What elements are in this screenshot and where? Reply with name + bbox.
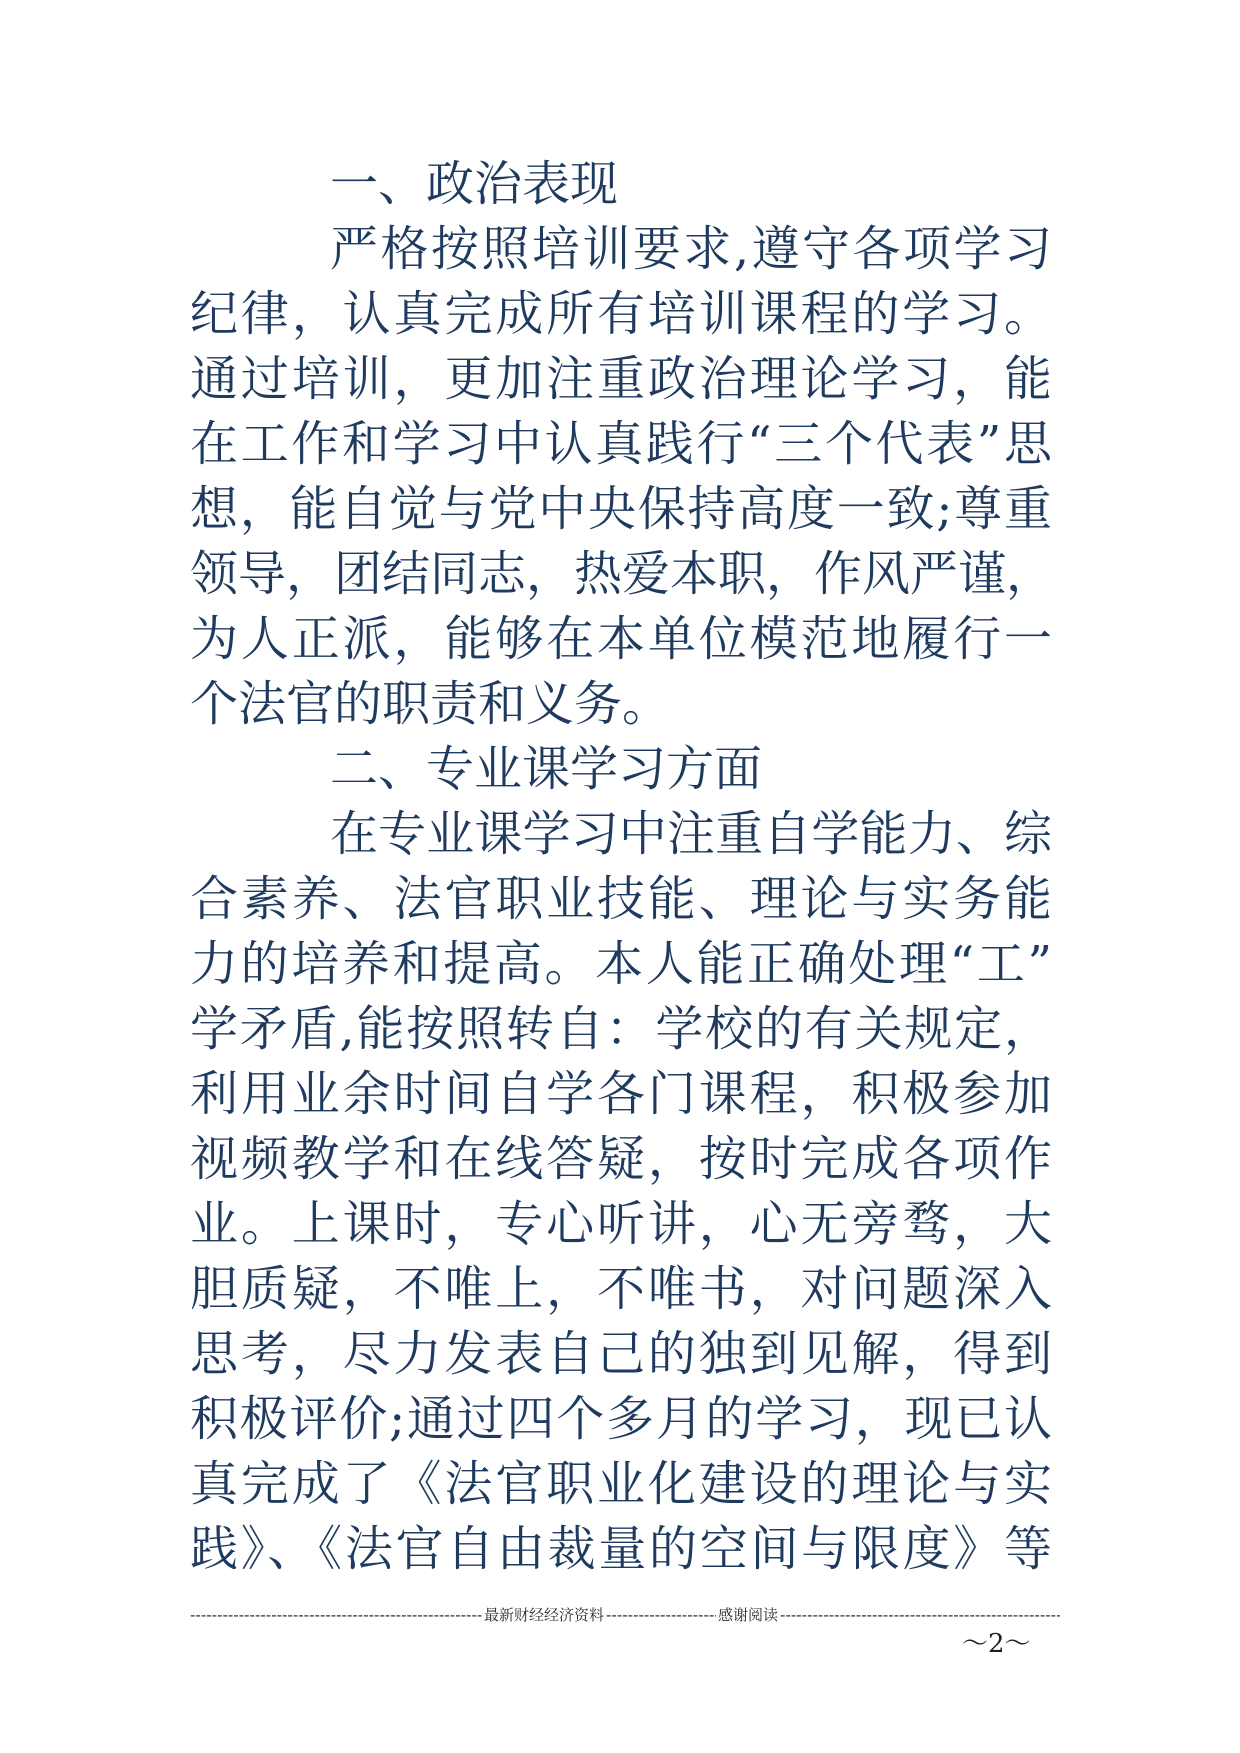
footer-label-source: 最新财经经济资料 (484, 1606, 605, 1624)
page-number: ～2～ (962, 1629, 1031, 1659)
text-line: 利用业余时间自学各门课程，积极参加 (190, 1066, 1052, 1122)
text-line: 在专业课学习中注重自学能力、综 (330, 806, 1052, 862)
text-line: 严格按照培训要求,遵守各项学习 (330, 221, 1052, 277)
text-line: 一、政治表现 (330, 156, 619, 212)
footer-label-thanks: 感谢阅读 (718, 1606, 779, 1624)
text-line: 二、专业课学习方面 (330, 741, 763, 797)
text-line: 践》、《法官自由裁量的空间与限度》等 (190, 1521, 1052, 1577)
text-line: 积极评价;通过四个多月的学习，现已认 (190, 1391, 1052, 1447)
text-line: 力的培养和提高。本人能正确处理“工” (190, 936, 1052, 992)
text-line: 纪律，认真完成所有培训课程的学习。 (190, 286, 1052, 342)
text-line: 思考，尽力发表自己的独到见解，得到 (190, 1326, 1052, 1382)
text-line: 想，能自觉与党中央保持高度一致;尊重 (190, 481, 1052, 537)
footer-divider (190, 1605, 1060, 1625)
footer-dash-right (780, 1605, 1060, 1625)
footer-dash-left (190, 1605, 482, 1625)
document-body (190, 152, 1055, 1582)
text-line: 真完成了《法官职业化建设的理论与实 (190, 1456, 1052, 1512)
text-line: 通过培训，更加注重政治理论学习，能 (190, 351, 1052, 407)
footer-dash-middle (606, 1605, 716, 1625)
text-line: 胆质疑，不唯上，不唯书，对问题深入 (190, 1261, 1052, 1317)
text-line: 领导，团结同志，热爱本职，作风严谨， (190, 546, 1055, 602)
text-line: 合素养、法官职业技能、理论与实务能 (190, 871, 1052, 927)
text-line: 业。上课时，专心听讲，心无旁骛，大 (190, 1196, 1052, 1252)
text-line: 在工作和学习中认真践行“三个代表”思 (190, 416, 1052, 472)
text-line: 个法官的职责和义务。 (190, 676, 671, 732)
text-line: 视频教学和在线答疑，按时完成各项作 (190, 1131, 1052, 1187)
text-line: 学矛盾,能按照转自：学校的有关规定， (190, 1001, 1052, 1057)
text-line: 为人正派，能够在本单位模范地履行一 (190, 611, 1052, 667)
